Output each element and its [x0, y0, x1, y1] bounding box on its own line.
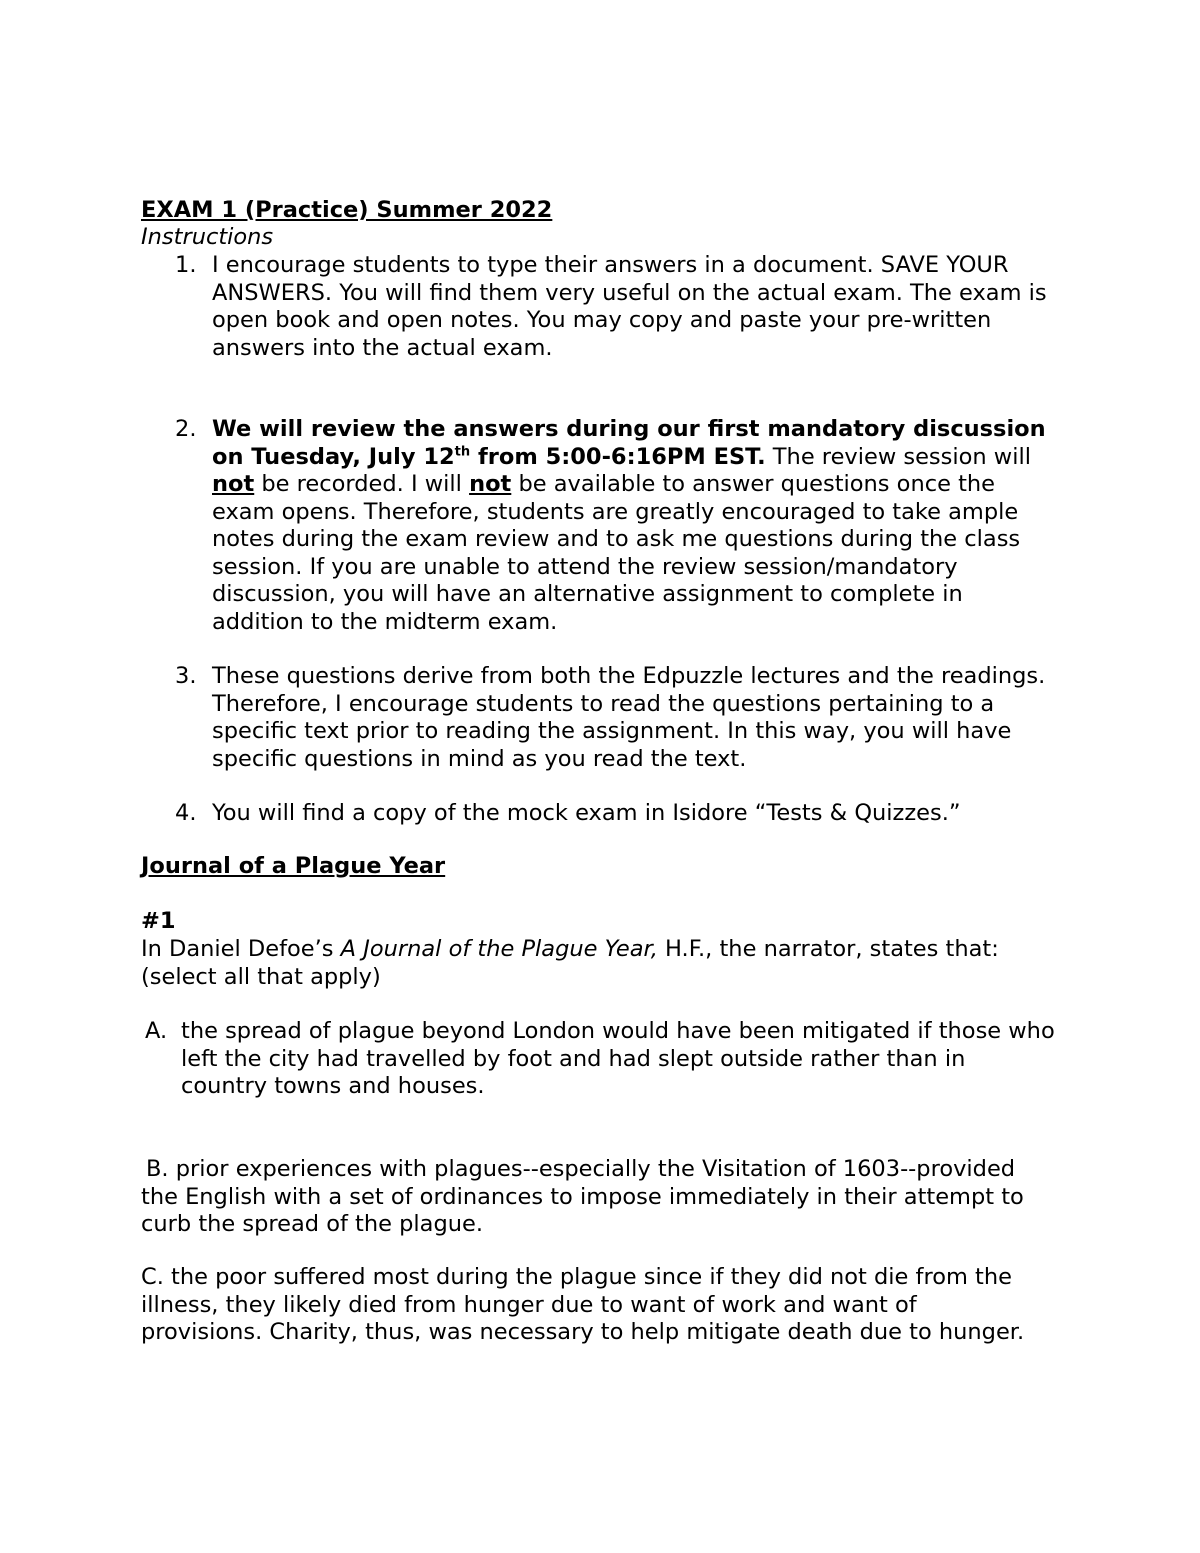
instruction-text: These questions derive from both the Edpuzzle lectures and the readings. Therefore, I encourage students to read the questions pertaining to a specific text prior to reading the assignment. In this way, you will have specific questions in mind as you read the text. — [212, 663, 1046, 772]
instruction-fragment: be available to answer questions once the exam opens. Therefore, students are greatly encouraged to take ample notes during the exam review and to ask me questions during the class session. If you are unable to attend the review session/mandatory discussion, you will have an alternative assignment to complete in addition to the midterm exam. — [212, 471, 1021, 635]
exam-title: EXAM 1 (Practice) Summer 2022 — [141, 197, 553, 223]
option-text: the spread of plague beyond London would have been mitigated if those who left the city had travelled by foot and had slept outside rather than in country towns and houses. — [181, 1018, 1055, 1099]
option-c — [141, 1264, 1041, 1347]
instruction-number: 3. — [175, 663, 197, 689]
instruction-number: 1. — [175, 252, 197, 278]
instruction-text: You will find a copy of the mock exam in Isidore “Tests & Quizzes.” — [212, 800, 961, 826]
question-number: #1 — [141, 908, 176, 934]
option-letter: A. — [145, 1018, 168, 1044]
instruction-item-4 — [141, 800, 1056, 828]
instructions-label: Instructions — [141, 224, 274, 250]
option-b — [141, 1156, 1041, 1239]
question-text — [141, 936, 1041, 991]
option-text: the poor suffered most during the plague since if they did not die from the illness, they likely died from hunger due to want of work and want of provisions. Charity, thus, was necessary to help mitigate death due to hunger. — [141, 1264, 1025, 1345]
instruction-item-2 — [141, 416, 1056, 636]
instruction-number: 2. — [175, 416, 197, 442]
ordinal-suffix: th — [454, 444, 471, 459]
instruction-text: I encourage students to type their answers in a document. SAVE YOUR ANSWERS. You will find them very useful on the actual exam. The exam is open book and open notes. You may copy and paste your pre-written answers into the actual exam. — [212, 252, 1047, 361]
option-letter: C. — [141, 1264, 164, 1290]
question-suffix: H.F., the narrator, states that: (select all that apply) — [141, 936, 999, 990]
instruction-text — [212, 416, 1056, 636]
instruction-fragment: The review session will — [765, 443, 1031, 470]
review-schedule-text: We will review the answers during our first mandatory discussion on Tuesday, July 12 — [212, 416, 1046, 470]
emphasis-not: not — [469, 471, 512, 497]
question-prefix: In Daniel Defoe’s — [141, 936, 341, 962]
book-title: A Journal of the Plague Year, — [340, 936, 658, 962]
instruction-fragment: be recorded. I will — [254, 471, 470, 497]
instruction-number: 4. — [175, 800, 197, 826]
instruction-item-1 — [141, 252, 1056, 362]
section-title: Journal of a Plague Year — [141, 853, 446, 879]
option-a — [141, 1018, 1056, 1101]
option-text: prior experiences with plagues--especially the Visitation of 1603--provided the English with a set of ordinances to impose immediately in their attempt to curb the spread of the plague. — [141, 1156, 1024, 1237]
emphasis-not: not — [212, 471, 255, 497]
option-letter: B. — [146, 1156, 169, 1182]
review-time-text: from 5:00-6:16PM EST. — [470, 443, 766, 470]
instruction-item-3 — [141, 663, 1056, 773]
